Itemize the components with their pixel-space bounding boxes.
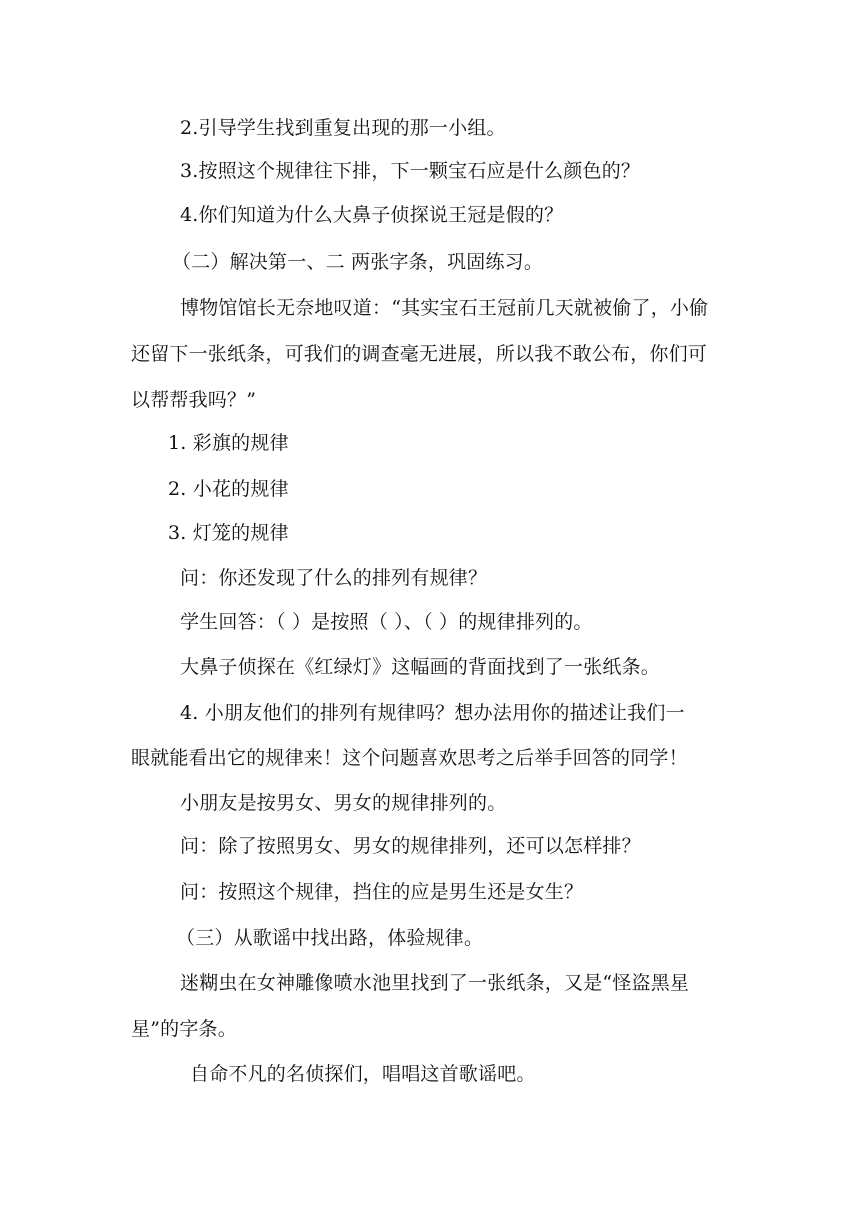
- text-line: 3.按照这个规律往下排，下一颗宝石应是什么颜色的？: [180, 160, 641, 182]
- text-line: 4. 小朋友他们的排列有规律吗？想办法用你的描述让我们一: [180, 702, 685, 724]
- text-line: 博物馆馆长无奈地叹道：“其实宝石王冠前几天就被偷了，小偷: [180, 297, 709, 319]
- section-heading: （三）从歌谣中找出路，体验规律。: [176, 927, 484, 949]
- text-line: 大鼻子侦探在《红绿灯》这幅画的背面找到了一张纸条。: [180, 656, 661, 678]
- text-line: 问：除了按照男女、男女的规律排列，还可以怎样排？: [180, 835, 641, 857]
- text-line: 小朋友是按男女、男女的规律排列的。: [180, 792, 507, 814]
- list-item: 2. 小花的规律: [168, 478, 289, 500]
- list-item: 1. 彩旗的规律: [168, 432, 289, 454]
- text-line: 2.引导学生找到重复出现的那一小组。: [180, 117, 506, 139]
- text-line: 学生回答：（ ）是按照（ ）、（ ）的规律排列的。: [180, 611, 593, 633]
- text-line: 还留下一张纸条，可我们的调查毫无进展，所以我不敢公布，你们可: [131, 343, 708, 365]
- list-item: 3. 灯笼的规律: [168, 522, 289, 544]
- text-line: 迷糊虫在女神雕像喷水池里找到了一张纸条，又是“怪盗黑星: [180, 972, 690, 994]
- text-line: 4.你们知道为什么大鼻子侦探说王冠是假的？: [180, 204, 564, 226]
- text-line: 问：按照这个规律，挡住的应是男生还是女生？: [180, 881, 584, 903]
- text-line: 眼就能看出它的规律来！这个问题喜欢思考之后举手回答的同学！: [131, 747, 688, 769]
- text-line: 自命不凡的名侦探们，唱唱这首歌谣吧。: [190, 1063, 536, 1085]
- section-heading: （二）解决第一、二 两张字条，巩固练习。: [172, 251, 544, 273]
- text-line: 问：你还发现了什么的排列有规律？: [180, 567, 488, 589]
- text-line: 星”的字条。: [131, 1018, 237, 1040]
- text-line: 以帮帮我吗？”: [131, 389, 257, 411]
